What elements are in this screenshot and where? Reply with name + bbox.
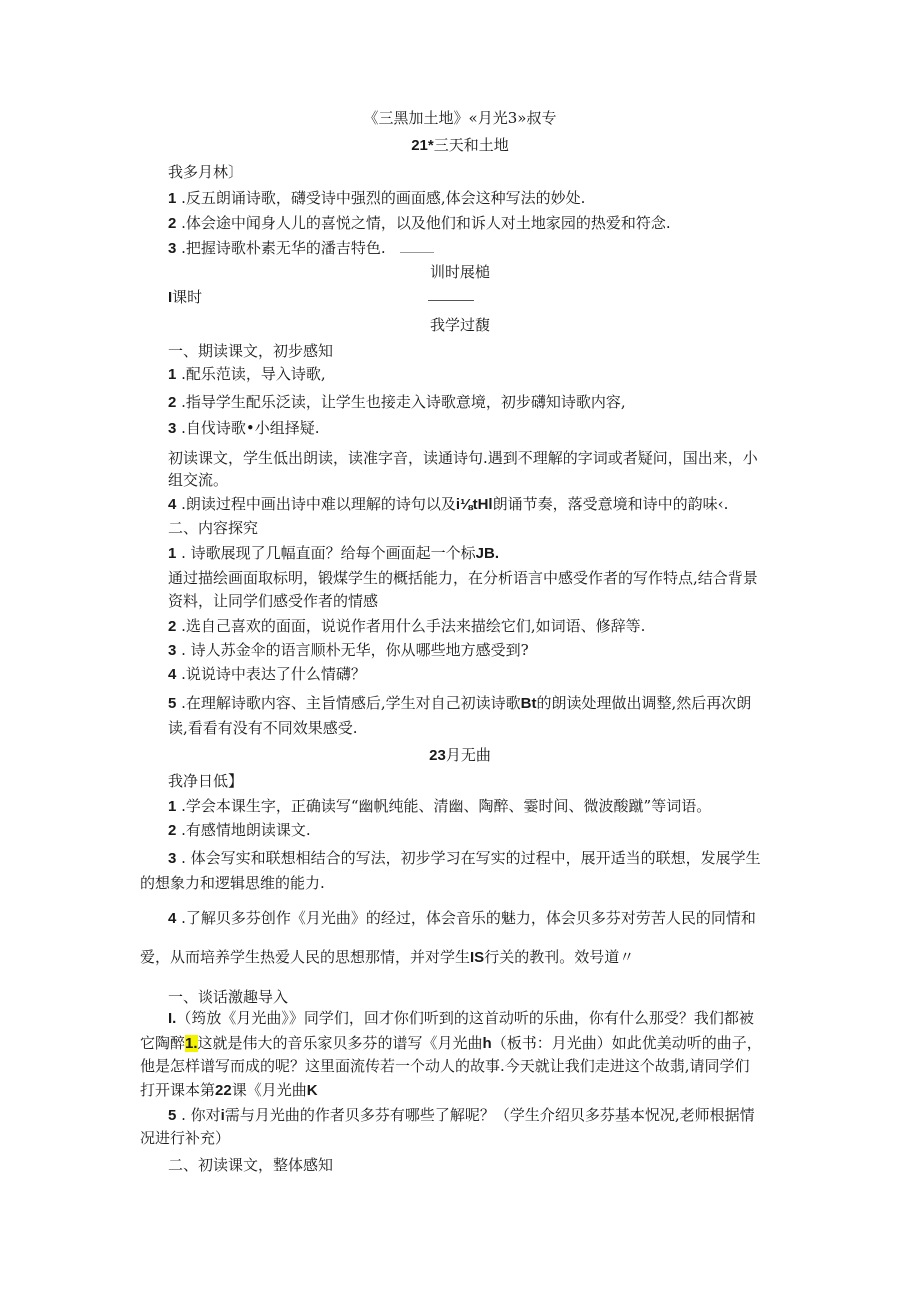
s2-goal-1-text: .学会本课生字，正确读写“幽帆纯能、清幽、陶醉、霎时间、微波酸蹴”等词语。 bbox=[176, 797, 712, 815]
s1-question-4 bbox=[168, 664, 366, 685]
s1-step-2-number: 2 bbox=[168, 394, 177, 411]
s1-question-5 bbox=[168, 693, 751, 714]
s1-question-5-text-a: .在理解诗歌内容、主旨情感后,学生对自己初读诗歌 bbox=[176, 694, 521, 712]
s1-question-2 bbox=[168, 616, 645, 637]
s2-intro-2-a: 它陶醉 bbox=[140, 1034, 186, 1052]
s2-goals-title: 我净日低】 bbox=[168, 772, 244, 790]
lesson-23-number: 23 bbox=[429, 747, 446, 764]
s2-intro-2-b: 这就是伟大的音乐家贝多芬的谱写《月光曲 bbox=[197, 1034, 483, 1052]
s2-intro-1 bbox=[168, 1008, 754, 1029]
s2-part-1-heading: 一、谈话激趣导入 bbox=[168, 988, 289, 1006]
s1-paragraph-1-line-2: 组交流。 bbox=[168, 471, 229, 489]
s1-part-2-heading: 二、内容探究 bbox=[168, 519, 259, 537]
s1-goal-1-text: .反五朗诵诗歌，礴受诗中强烈的画面感,体会这种写法的妙处. bbox=[176, 189, 586, 207]
s1-question-5-number: 5 bbox=[168, 695, 177, 712]
divider bbox=[428, 300, 474, 301]
s1-step-4-text-b: i⅛tHl bbox=[455, 496, 493, 513]
s2-intro-3: 他是怎样谱写而成的呢？这里面流传若一个动人的故事.今天就让我们走进这个故翡,请同学们 bbox=[140, 1057, 750, 1075]
s1-question-1-number: 1 bbox=[168, 545, 177, 562]
s2-goal-4-cont-b: IS bbox=[470, 949, 485, 966]
s1-question-2-number: 2 bbox=[168, 618, 177, 635]
s1-step-1 bbox=[168, 364, 326, 385]
period-mark: I bbox=[168, 289, 173, 306]
s1-question-5-text-c: 的朗读处理做出调整,然后再次朗 bbox=[536, 694, 752, 712]
s1-goal-2-number: 2 bbox=[168, 215, 177, 232]
s2-intro-2-d: （板书：月光曲）如此优美动听的曲子， bbox=[491, 1034, 762, 1052]
s1-paragraph-2-line-2: 资料，让同学们感受作者的情感 bbox=[168, 592, 379, 610]
s1-goal-2 bbox=[168, 213, 671, 234]
divider bbox=[400, 252, 434, 253]
s1-part-1-heading: 一、期读课文，初步感知 bbox=[168, 342, 334, 360]
s1-paragraph-1-line-1: 初读课文，学生低出朗读，读准字音，读通诗句.遇到不理解的字词或者疑问，国出来，小 bbox=[168, 449, 758, 467]
document-title bbox=[0, 108, 920, 128]
s1-period bbox=[168, 287, 202, 308]
lesson-23-title bbox=[0, 745, 920, 766]
s1-goal-3-number: 3 bbox=[168, 240, 177, 257]
s2-intro-2 bbox=[140, 1033, 762, 1054]
s2-goal-3-continued: 的想象力和逻辑思维的能力. bbox=[140, 874, 325, 892]
s1-process-title: 我学过馥 bbox=[429, 316, 490, 334]
s1-question-3-text: . 诗人苏金伞的语言顺朴无华，你从哪些地方感受到? bbox=[176, 641, 529, 659]
s2-intro-1-number: I. bbox=[168, 1010, 177, 1027]
s2-intro-1-text: （筠放《月光曲》》同学们，回才你们听到的这首动听的乐曲，你有什么那受？我们都被 bbox=[176, 1009, 754, 1027]
s1-step-2 bbox=[168, 392, 626, 413]
s2-goal-1 bbox=[168, 796, 711, 817]
s2-goal-2 bbox=[168, 820, 311, 841]
s1-step-4-number: 4 bbox=[168, 496, 177, 513]
s1-question-3-number: 3 bbox=[168, 642, 177, 659]
s2-part-2-heading: 二、初读课文，整体感知 bbox=[168, 1156, 334, 1174]
s1-question-2-text: .选自己喜欢的面面，说说作者用什么手法来描绘它们,如词语、修辞等. bbox=[176, 617, 646, 635]
s1-goal-2-text: .体会途中闻身人儿的喜悦之情，以及他们和诉人对土地家园的热爱和符念. bbox=[176, 214, 671, 232]
s1-step-2-text: .指导学生配乐泛读，让学生也接走入诗歌意境，初步礴知诗歌内容, bbox=[176, 393, 626, 411]
s1-goal-1 bbox=[168, 188, 585, 209]
lesson-21-title bbox=[0, 135, 920, 156]
s1-goal-1-number: 1 bbox=[168, 190, 177, 207]
s1-question-4-text: .说说诗中表达了什么情礴？ bbox=[176, 665, 366, 683]
s2-intro-2-c: h bbox=[482, 1035, 492, 1052]
lesson-21-name: 三天和土地 bbox=[433, 136, 509, 154]
s1-question-1 bbox=[168, 543, 499, 564]
s1-question-5-text-b: Bt bbox=[520, 695, 537, 712]
s2-intro-4-a: 打开课本第 bbox=[140, 1081, 216, 1099]
s2-goal-4-cont-c: 行关的教刊。效号道〃 bbox=[484, 948, 635, 966]
s2-intro-5-number: 5 bbox=[168, 1107, 177, 1124]
s1-step-4 bbox=[168, 494, 728, 515]
s1-step-1-number: 1 bbox=[168, 366, 177, 383]
s1-question-1-tail: JB. bbox=[475, 545, 499, 562]
s1-goals-title: 我多月林〕 bbox=[168, 163, 244, 181]
s1-question-3 bbox=[168, 640, 529, 661]
lesson-21-number: 21* bbox=[411, 137, 434, 154]
s2-goal-3-number: 3 bbox=[168, 850, 177, 867]
s1-step-3-text: .自伐诗歌•小组择疑. bbox=[176, 419, 320, 437]
s1-paragraph-2-line-1: 通过描绘画面取标明，锻煤学生的概括能力，在分析语言中感受作者的写作特点,结合背景 bbox=[168, 569, 758, 587]
s2-intro-4-b: 22 bbox=[215, 1082, 232, 1099]
s2-goal-1-number: 1 bbox=[168, 798, 177, 815]
s2-intro-4-d: K bbox=[306, 1082, 318, 1099]
s2-goal-4-continued bbox=[140, 947, 634, 968]
s1-question-5-continued: 读,看看有没有不同效果感受. bbox=[168, 719, 358, 737]
lesson-23-name: 月无曲 bbox=[445, 746, 491, 764]
s2-goal-4-text: .了解贝多芬创作《月光曲》的经过，体会音乐的魅力，体会贝多芬对劳苦人民的同情和 bbox=[176, 909, 756, 927]
s2-intro-5-b: i bbox=[220, 1107, 225, 1124]
s2-goal-2-number: 2 bbox=[168, 822, 177, 839]
s1-step-3 bbox=[168, 418, 320, 439]
s1-step-4-text-a: .朗读过程中画出诗中难以理解的诗句以及 bbox=[176, 495, 456, 513]
s2-intro-4 bbox=[140, 1080, 318, 1101]
s1-period-label: 课时 bbox=[172, 288, 203, 306]
s1-step-3-number: 3 bbox=[168, 420, 177, 437]
s2-goal-3-text: . 体会写实和联想相结合的写法，初步学习在写实的过程中，展开适当的联想，发展学生 bbox=[176, 849, 761, 867]
s2-intro-5-a: . 你对 bbox=[176, 1106, 221, 1124]
s1-goal-3 bbox=[168, 238, 386, 259]
s2-goal-4-cont-a: 爱，从而培养学生热爱人民的思想那情，并对学生 bbox=[140, 948, 471, 966]
s1-goal-3-text: .把握诗歌朴素无华的潘吉特色. bbox=[176, 239, 386, 257]
s2-goal-4-number: 4 bbox=[168, 910, 177, 927]
s2-intro-5-c: 需与月光曲的作者贝多芬有哪些了解呢？（学生介绍贝多芬基本怳况,老师根据情 bbox=[224, 1106, 755, 1124]
s1-question-4-number: 4 bbox=[168, 666, 177, 683]
title-line-1: 《三黑加土地》«月光3»叔专 bbox=[363, 109, 557, 127]
s1-step-1-text: .配乐范读，导入诗歌, bbox=[176, 365, 326, 383]
s1-subheading: 训时展槌 bbox=[429, 263, 490, 281]
s2-intro-5 bbox=[168, 1105, 755, 1126]
s2-goal-3 bbox=[168, 848, 761, 869]
s2-intro-2-highlight: 1. bbox=[185, 1035, 198, 1052]
s1-step-4-text-c: 朗诵节奏，落受意境和诗中的韵味‹. bbox=[492, 495, 729, 513]
s2-goal-2-text: .有感情地朗读课文. bbox=[176, 821, 311, 839]
s2-intro-4-c: 课《月光曲 bbox=[231, 1081, 307, 1099]
s2-goal-4 bbox=[168, 908, 756, 929]
s2-intro-6: 况进行补充） bbox=[140, 1129, 231, 1147]
s1-question-1-text: . 诗歌展现了几幅直面？给每个画面起一个标 bbox=[176, 544, 476, 562]
